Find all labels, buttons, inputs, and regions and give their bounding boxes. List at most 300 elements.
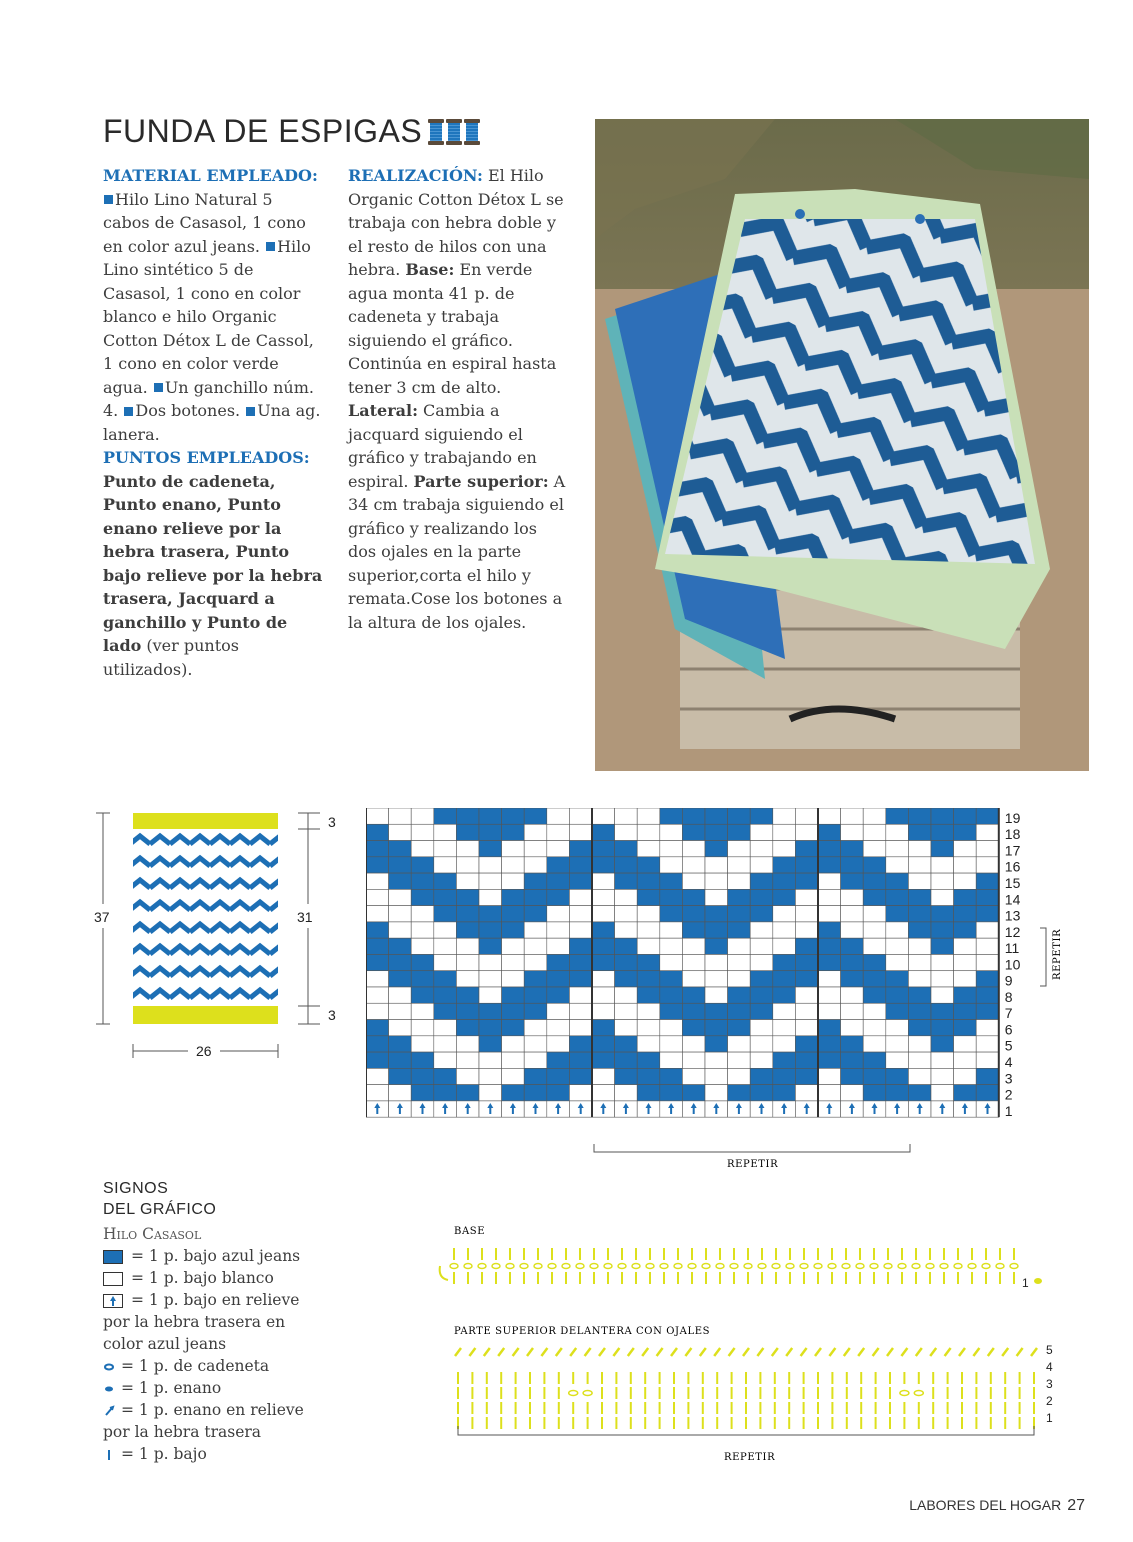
chart-cell	[750, 971, 773, 987]
legend-title-line2: DEL GRÁFICO	[103, 1201, 217, 1218]
chart-cell	[456, 824, 479, 840]
chart-cell	[389, 987, 412, 1003]
chart-cell	[479, 1052, 502, 1068]
chart-cell	[795, 824, 818, 840]
chart-cell	[705, 889, 728, 905]
chart-cell	[773, 1020, 796, 1036]
chart-cell	[502, 1052, 525, 1068]
chart-cell	[615, 1068, 638, 1084]
chart-cell	[615, 987, 638, 1003]
chart-cell	[592, 954, 615, 970]
chart-cell	[434, 987, 457, 1003]
chart-cell	[569, 1068, 592, 1084]
chart-cell	[954, 1020, 977, 1036]
chart-cell	[841, 987, 864, 1003]
chart-cell	[637, 954, 660, 970]
chain-stitch-icon	[744, 1264, 752, 1269]
chain-stitch-icon	[534, 1264, 542, 1269]
chart-cell	[773, 873, 796, 889]
chart-cell	[434, 1020, 457, 1036]
chain-stitch-icon	[520, 1264, 528, 1269]
chart-cell	[818, 841, 841, 857]
chart-cell	[954, 1036, 977, 1052]
legend-title	[103, 1178, 216, 1220]
chart-cell	[411, 1036, 434, 1052]
chart-row-number: 5	[1004, 1037, 1013, 1054]
product-photo	[595, 119, 1089, 771]
chart-cell	[366, 954, 389, 970]
material-heading: MATERIAL EMPLEADO:	[103, 166, 318, 185]
chart-cell	[908, 857, 931, 873]
chart-cell	[908, 824, 931, 840]
chart-cell	[728, 954, 751, 970]
legend-text-9: = 1 p. bajo	[121, 1445, 207, 1463]
chart-cell	[456, 906, 479, 922]
chart-cell	[976, 841, 999, 857]
chart-cell	[841, 1003, 864, 1019]
chart-cell	[750, 1036, 773, 1052]
chart-cell	[976, 938, 999, 954]
chart-cell	[389, 857, 412, 873]
chain-stitch-icon	[590, 1264, 598, 1269]
schematic-width-label: 26	[196, 1043, 212, 1059]
chart-cell	[615, 1020, 638, 1036]
chart-cell	[841, 1036, 864, 1052]
chain-stitch-icon	[968, 1264, 976, 1269]
chart-cell	[773, 889, 796, 905]
slip-relief-stitch-icon	[1017, 1348, 1023, 1356]
chart-cell	[841, 841, 864, 857]
chart-cell	[750, 954, 773, 970]
chart-cell	[637, 938, 660, 954]
relief-stitch-icon	[103, 1294, 123, 1308]
chart-cell	[773, 808, 796, 824]
chart-cell	[954, 808, 977, 824]
chart-cell	[547, 987, 570, 1003]
chart-cell	[886, 922, 909, 938]
chart-cell	[773, 1068, 796, 1084]
chain-stitch-icon	[926, 1264, 934, 1269]
chart-row-number: 2	[1004, 1086, 1013, 1103]
legend-text-3: por la hebra trasera en	[103, 1313, 286, 1331]
chart-cell	[908, 808, 931, 824]
chart-cell	[954, 857, 977, 873]
chart-cell	[841, 922, 864, 938]
legend-text-7: = 1 p. enano en relieve	[121, 1401, 304, 1419]
chart-cell	[479, 1068, 502, 1084]
chart-cell	[502, 1003, 525, 1019]
chain-stitch-icon	[464, 1264, 472, 1269]
chart-cell	[954, 1052, 977, 1068]
chart-cell	[366, 1052, 389, 1068]
chart-cell	[569, 971, 592, 987]
chart-cell	[547, 889, 570, 905]
slip-relief-stitch-icon	[873, 1348, 879, 1356]
chart-cell	[456, 841, 479, 857]
chart-cell	[773, 971, 796, 987]
chart-cell	[592, 808, 615, 824]
chart-cell	[750, 938, 773, 954]
chart-cell	[479, 1085, 502, 1101]
chart-cell	[637, 906, 660, 922]
chart-cell	[931, 889, 954, 905]
chain-stitch-icon	[492, 1264, 500, 1269]
chart-cell	[434, 857, 457, 873]
chart-cell	[366, 824, 389, 840]
chart-cell	[547, 1085, 570, 1101]
slip-relief-stitch-icon	[103, 1405, 115, 1417]
chart-cell	[931, 873, 954, 889]
chart-cell	[886, 954, 909, 970]
legend-text-0: = 1 p. bajo azul jeans	[131, 1247, 301, 1265]
chart-cell	[886, 808, 909, 824]
chart-cell	[931, 1036, 954, 1052]
chart-cell	[660, 971, 683, 987]
chain-stitch-icon	[800, 1264, 808, 1269]
chart-cell	[434, 873, 457, 889]
chart-cell	[750, 1003, 773, 1019]
chart-cell	[976, 1085, 999, 1101]
chart-cell	[456, 857, 479, 873]
chart-cell	[795, 808, 818, 824]
chart-cell	[479, 906, 502, 922]
chart-cell	[524, 889, 547, 905]
chain-stitch-icon	[982, 1264, 990, 1269]
slip-relief-stitch-icon	[657, 1348, 663, 1356]
slip-relief-stitch-icon	[455, 1348, 461, 1356]
base-label: Base:	[405, 260, 455, 279]
chart-cell	[479, 954, 502, 970]
chain-stitch-icon	[562, 1264, 570, 1269]
chart-cell	[728, 906, 751, 922]
materials-column	[103, 164, 323, 681]
lateral-label: Lateral:	[348, 401, 418, 420]
chart-cell	[863, 922, 886, 938]
chart-cell	[750, 841, 773, 857]
chart-cell	[976, 954, 999, 970]
chart-cell	[411, 1068, 434, 1084]
chart-cell	[502, 841, 525, 857]
chart-cell	[795, 954, 818, 970]
chart-cell	[366, 922, 389, 938]
slip-stitch-icon	[1034, 1278, 1042, 1284]
chart-cell	[479, 1036, 502, 1052]
chart-cell	[976, 857, 999, 873]
chart-cell	[750, 873, 773, 889]
chart-cell	[456, 873, 479, 889]
chart-cell	[660, 922, 683, 938]
chart-cell	[389, 808, 412, 824]
chart-cell	[954, 824, 977, 840]
chart-cell	[479, 808, 502, 824]
base-chart-label: BASE	[454, 1226, 486, 1237]
chart-cell	[682, 824, 705, 840]
chain-stitch-icon	[842, 1264, 850, 1269]
chart-cell	[728, 971, 751, 987]
slip-relief-stitch-icon	[930, 1348, 936, 1356]
chart-cell	[728, 808, 751, 824]
legend-slip-relief	[103, 1399, 304, 1421]
chart-cell	[411, 873, 434, 889]
chart-cell	[569, 857, 592, 873]
chart-cell	[615, 938, 638, 954]
chart-cell	[863, 938, 886, 954]
chart-cell	[434, 1052, 457, 1068]
chart-cell	[908, 889, 931, 905]
slip-relief-stitch-icon	[556, 1348, 562, 1356]
chart-cell	[569, 938, 592, 954]
chart-cell	[705, 1003, 728, 1019]
chart-cell	[524, 1068, 547, 1084]
chart-cell	[795, 1036, 818, 1052]
chart-cell	[908, 841, 931, 857]
chart-cell	[908, 1003, 931, 1019]
chart-cell	[389, 922, 412, 938]
chain-stitch-icon	[758, 1264, 766, 1269]
chart-cell	[569, 1020, 592, 1036]
chart-cell	[592, 889, 615, 905]
chart-cell	[569, 1003, 592, 1019]
chart-row-number: 10	[1004, 956, 1021, 973]
chain-stitch-icon	[900, 1391, 909, 1396]
chart-cell	[886, 1085, 909, 1101]
chart-cell	[434, 824, 457, 840]
chart-cell	[389, 841, 412, 857]
chart-cell	[411, 906, 434, 922]
chain-stitch-icon	[912, 1264, 920, 1269]
chart-row-number: 19	[1004, 809, 1021, 826]
chart-row-number: 14	[1004, 891, 1021, 908]
chart-cell	[615, 841, 638, 857]
chart-cell	[547, 857, 570, 873]
chart-cell	[637, 1020, 660, 1036]
chart-cell	[366, 1036, 389, 1052]
chart-cell	[592, 1020, 615, 1036]
top-chart-row-number: 5	[1046, 1343, 1053, 1357]
chart-cell	[931, 1052, 954, 1068]
material-item-2: Hilo Lino sintético 5 de Casasol, 1 cono en color blanco e hilo Organic Cotton Détox L de Cassol, 1 cono en color verde agua.	[103, 236, 314, 397]
chart-cell	[818, 857, 841, 873]
chart-cell	[479, 1003, 502, 1019]
chart-cell	[682, 906, 705, 922]
chart-cell	[615, 873, 638, 889]
chart-cell	[366, 906, 389, 922]
realizacion-intro: El Hilo Organic Cotton Détox L se trabaja con hebra doble y el resto de hilos con una hebra.	[348, 166, 564, 279]
chain-stitch-icon	[884, 1264, 892, 1269]
chart-cell	[569, 1036, 592, 1052]
chart-cell	[682, 841, 705, 857]
chart-cell	[976, 971, 999, 987]
chart-cell	[682, 889, 705, 905]
chart-cell	[795, 1085, 818, 1101]
chart-cell	[750, 857, 773, 873]
chart-cell	[976, 1068, 999, 1084]
chart-cell	[502, 857, 525, 873]
chart-cell	[795, 857, 818, 873]
chart-cell	[908, 1052, 931, 1068]
chart-cell	[886, 1036, 909, 1052]
chart-cell	[705, 1068, 728, 1084]
chart-cell	[615, 889, 638, 905]
chart-cell	[660, 1085, 683, 1101]
chain-stitch-icon	[954, 1264, 962, 1269]
chart-cell	[637, 987, 660, 1003]
chart-cell	[411, 1003, 434, 1019]
chart-cell	[389, 971, 412, 987]
chart-cell	[637, 971, 660, 987]
chart-cell	[389, 906, 412, 922]
chart-cell	[547, 841, 570, 857]
chart-grid	[366, 808, 999, 1117]
chart-cell	[795, 889, 818, 905]
puntos-tail: (ver puntos utilizados).	[103, 636, 240, 679]
chart-cell	[389, 1020, 412, 1036]
chart-cell	[773, 1036, 796, 1052]
slip-relief-stitch-icon	[801, 1348, 807, 1356]
chart-cell	[886, 906, 909, 922]
material-item-1: Hilo Lino Natural 5 cabos de Casasol, 1 cono en color azul jeans.	[103, 189, 306, 256]
chart-row-number: 3	[1004, 1070, 1013, 1087]
top-chart-repeat-label: REPETIR	[724, 1452, 776, 1463]
chart-cell	[795, 938, 818, 954]
chart-cell	[524, 922, 547, 938]
chart-cell	[524, 971, 547, 987]
base-text: En verde agua monta 41 p. de cadeneta y trabaja siguiendo el gráfico. Continúa en espiral hasta tener 3 cm de alto.	[348, 260, 557, 397]
chart-cell	[660, 906, 683, 922]
chart-cell	[908, 987, 931, 1003]
schematic-bottom-label: 3	[328, 1007, 336, 1023]
chart-row-number: 12	[1004, 923, 1021, 940]
chart-cell	[908, 938, 931, 954]
chain-stitch-icon	[506, 1264, 514, 1269]
chart-cell	[502, 1085, 525, 1101]
chart-cell	[682, 1003, 705, 1019]
chart-cell	[863, 841, 886, 857]
chain-stitch-icon	[103, 1362, 115, 1372]
chart-cell	[502, 906, 525, 922]
chart-cell	[637, 1003, 660, 1019]
chart-cell	[502, 808, 525, 824]
chart-cell	[456, 954, 479, 970]
chart-cell	[818, 1003, 841, 1019]
chart-cell	[795, 1003, 818, 1019]
chart-cell	[818, 824, 841, 840]
chart-cell	[389, 1036, 412, 1052]
chart-cell	[931, 1068, 954, 1084]
chart-cell	[637, 824, 660, 840]
slip-relief-stitch-icon	[988, 1348, 994, 1356]
chart-cell	[660, 1036, 683, 1052]
chart-cell	[841, 1068, 864, 1084]
slip-relief-stitch-icon	[1031, 1348, 1037, 1356]
chart-cell	[411, 889, 434, 905]
chart-cell	[615, 1036, 638, 1052]
chart-cell	[886, 1052, 909, 1068]
chart-cell	[908, 1085, 931, 1101]
chart-cell	[637, 841, 660, 857]
chart-cell	[682, 1020, 705, 1036]
chart-cell	[976, 987, 999, 1003]
chart-row-number: 15	[1004, 875, 1021, 892]
lateral-text: Cambia a jacquard siguiendo el gráfico y trabajando en espiral.	[348, 401, 537, 491]
chart-cell	[954, 938, 977, 954]
chart-cell	[502, 938, 525, 954]
chart-cell	[366, 971, 389, 987]
chart-cell	[908, 906, 931, 922]
chart-cell	[547, 922, 570, 938]
chart-cell	[411, 1020, 434, 1036]
chart-cell	[863, 987, 886, 1003]
chart-cell	[886, 857, 909, 873]
chart-cell	[411, 922, 434, 938]
chart-cell	[456, 1003, 479, 1019]
chart-cell	[841, 954, 864, 970]
chart-repeat-label: REPETIR	[727, 1159, 779, 1170]
chart-cell	[750, 1052, 773, 1068]
chart-cell	[818, 1068, 841, 1084]
chart-cell	[863, 1068, 886, 1084]
chart-cell	[456, 971, 479, 987]
chart-cell	[728, 857, 751, 873]
chart-cell	[705, 987, 728, 1003]
chart-cell	[479, 987, 502, 1003]
chain-stitch-icon	[618, 1264, 626, 1269]
chart-cell	[750, 824, 773, 840]
chart-cell	[411, 954, 434, 970]
chart-cell	[411, 841, 434, 857]
chain-stitch-icon	[660, 1264, 668, 1269]
slip-relief-stitch-icon	[484, 1348, 490, 1356]
chart-cell	[366, 1020, 389, 1036]
chart-cell	[411, 938, 434, 954]
chart-cell	[908, 873, 931, 889]
chain-stitch-icon	[450, 1264, 458, 1269]
base-stitch-chart	[436, 1220, 1076, 1300]
chain-stitch-icon	[548, 1264, 556, 1269]
legend-text-6: = 1 p. enano	[121, 1379, 222, 1397]
chart-cell	[954, 987, 977, 1003]
chart-cell	[863, 824, 886, 840]
title-text: FUNDA DE ESPIGAS	[103, 113, 423, 149]
chart-cell	[886, 1068, 909, 1084]
chart-cell	[434, 1036, 457, 1052]
chart-cell	[976, 889, 999, 905]
chart-cell	[502, 873, 525, 889]
slip-relief-stitch-icon	[887, 1348, 893, 1356]
chart-cell	[773, 954, 796, 970]
chart-cell	[434, 841, 457, 857]
slip-relief-stitch-icon	[671, 1348, 677, 1356]
chart-row-number: 17	[1004, 842, 1021, 859]
chart-cell	[479, 889, 502, 905]
chain-stitch-icon	[688, 1264, 696, 1269]
chart-cell	[841, 824, 864, 840]
chart-cell	[931, 987, 954, 1003]
chart-cell	[682, 922, 705, 938]
chart-cell	[931, 824, 954, 840]
chart-cell	[773, 1085, 796, 1101]
chart-row-numbers	[1005, 810, 1021, 1119]
chart-cell	[502, 971, 525, 987]
chart-cell	[705, 938, 728, 954]
chart-cell	[886, 841, 909, 857]
chart-cell	[569, 889, 592, 905]
chart-cell	[728, 841, 751, 857]
chart-cell	[818, 889, 841, 905]
chart-cell	[728, 1085, 751, 1101]
chart-cell	[705, 808, 728, 824]
chart-cell	[411, 971, 434, 987]
